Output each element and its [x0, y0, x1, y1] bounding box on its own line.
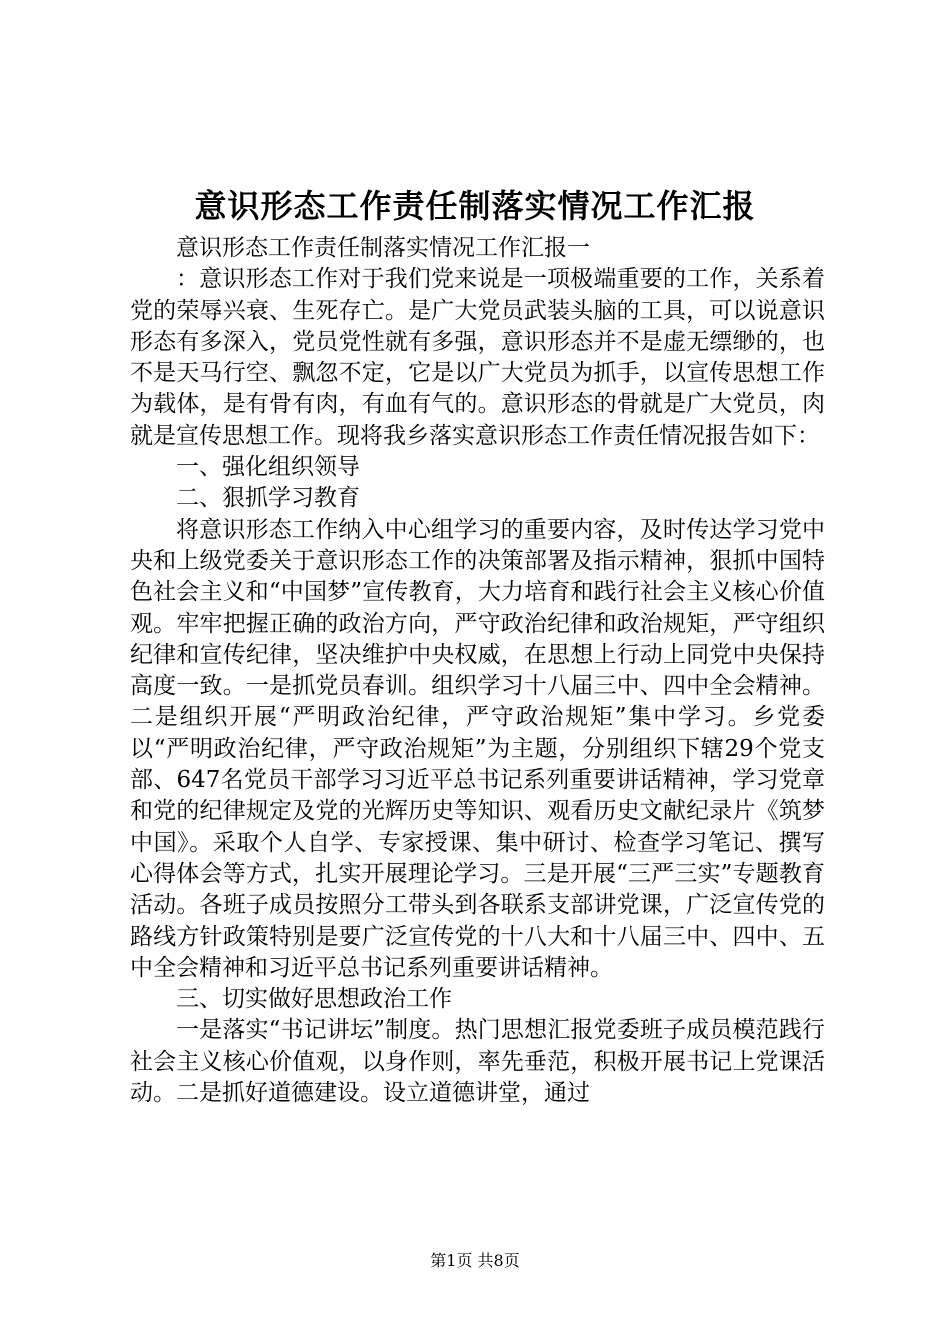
- section-heading: 二、狠抓学习教育: [176, 485, 360, 512]
- body-paragraph: ：意识形态工作对于我们党来说是一项极端重要的工作，关系着党的荣辱兴衰、生死存亡。是广大党员武装头脑的工具，可以说意识形态有多深入，党员党性就有多强，意识形态并不是虚无缥缈的，也不是天马行空、飘忽不定，它是以广大党员为抓手，以宣传思想工作为载体，是有骨有肉，有血有气的。意识形态的骨就是广大党员，肉就是宣传思想工作。现将我乡落实意识形态工作责任情况报告如下：: [130, 266, 825, 449]
- body-paragraph: 将意识形态工作纳入中心组学习的重要内容，及时传达学习党中央和上级党委关于意识形态工作的决策部署及指示精神，狠抓中国特色社会主义和“中国梦”宣传教育，大力培育和践行社会主义核心价值观。牢牢把握正确的政治方向，严守政治纪律和政治规矩，严守组织纪律和宣传纪律，坚决维护中央权威，在思想上行动上同党中央保持高度一致。一是抓党员春训。组织学习十八届三中、四中全会精神。二是组织开展“严明政治纪律，严守政治规矩”集中学习。乡党委以“严明政治纪律，严守政治规矩”为主题，分别组织下辖29个党支部、647名党员干部学习习近平总书记系列重要讲话精神，学习党章和党的纪律规定及党的光辉历史等知识、观看历史文献纪录片《筑梦中国》。采取个人自学、专家授课、集中研讨、检查学习笔记、撰写心得体会等方式，扎实开展理论学习。三是开展“三严三实”专题教育活动。各班子成员按照分工带头到各联系支部讲党课，广泛宣传党的路线方针政策特别是要广泛宣传党的十八大和十八届三中、四中、五中全会精神和习近平总书记系列重要讲话精神。: [130, 516, 825, 981]
- section-heading: 三、切实做好思想政治工作: [176, 986, 452, 1013]
- document-title: 意识形态工作责任制落实情况工作汇报: [194, 187, 756, 225]
- section-heading: 一、强化组织领导: [176, 454, 360, 481]
- body-paragraph: 一是落实“书记讲坛”制度。热门思想汇报党委班子成员模范践行社会主义核心价值观，以身作则，率先垂范，积极开展书记上党课活动。二是抓好道德建设。设立道德讲堂，通过: [130, 1017, 825, 1107]
- document-body: [130, 233, 825, 1109]
- page-footer: 第1页 共8页: [430, 1251, 520, 1270]
- document-subtitle: 意识形态工作责任制落实情况工作汇报一: [176, 235, 590, 261]
